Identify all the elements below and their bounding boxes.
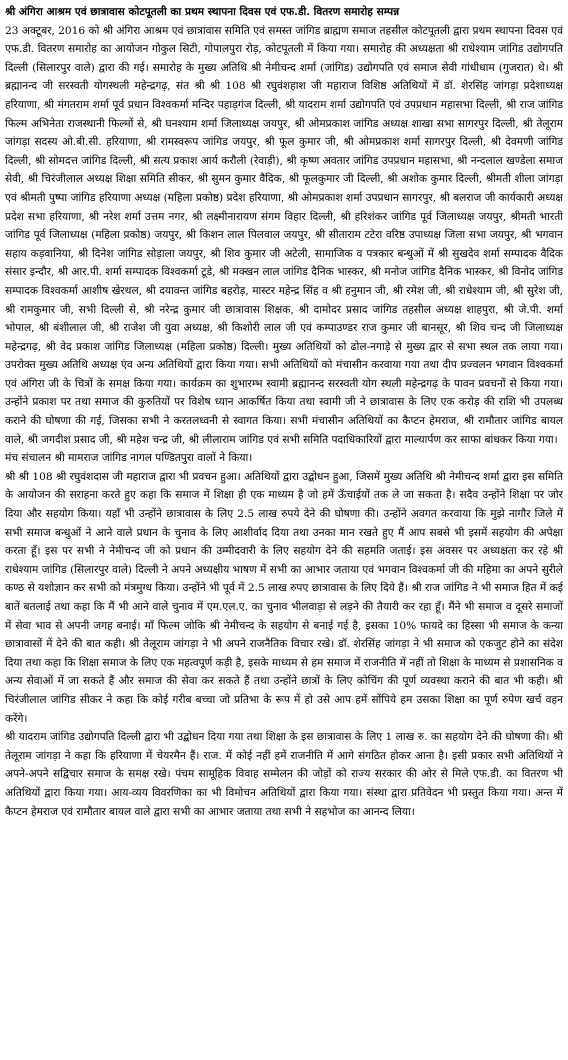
article-paragraph: 23 अक्टूबर, 2016 को श्री अंगिरा आश्रम एवं छात्रावास समिति एवं समस्त जांगिड ब्राह्मण समाज तहसील कोटपूतली द्वारा प्रथम स्थापना दिवस एवं एफ.डी. वितरण समारोह का आयोजन गोकुल सिटी, गोपालपुरा रोड़, कोटपूतली में किया गया। समारोह की अध्यक्षता श्री राधेश्याम जांगिड उद्योगपति दिल्ली (सिलारपुर वाले) द्वारा की गई। समारोह के मुख्य अतिथि श्री नेमीचन्द शर्मा (जांगिड) उद्योगपति एवं समाज सेवी गांधीधाम (गुजरात) थे। श्री ब्रह्मानन्द जी सरस्वती योगस्थली महेन्द्रगढ़, संत श्री श्री 108 श्री रघुवंशहाश जी महाराज विशिष्ठ अतिथियों में डॉ. शेरसिंह जांगड़ा प्रदेशाध्यक्ष हरियाणा, श्री मंगतराम शर्मा पूर्व प्रधान विश्वकर्मा मन्दिर पहाड़गंज दिल्ली, श्री यादराम शर्मा उद्योगपति एवं उपप्रधान महासभा दिल्ली, श्री राज जांगिड फिल्म अभिनेता राजस्थानी फिल्मों से, श्री घनश्याम शर्मा जिलाध्यक्ष जयपुर, श्री ओमप्रकाश जांगिड अध्यक्ष शाखा सभा सागरपुर दिल्ली, श्री तेलूराम जांगड़ा सदस्य ओ.बी.सी. हरियाणा, श्री रामस्वरूप जांगिड जयपुर, श्री फूल कुमार जी, श्री ओमप्रकाश शर्मा सागरपुर दिल्ली, श्री देवमणी जांगिड दिल्ली, श्री सोमदत्त जांगिड दिल्ली, श्री सत्य प्रकाश आर्य करौली (रेवाड़ी), श्री कृष्ण अवतार जांगिड उपप्रधान महासभा, श्री नन्दलाल खण्डेला समाज सेवी, श्री चिरंजीलाल अध्यक्ष शिक्षा समिति सीकर, श्री सुमन कुमार वैदिक, श्री फूलकुमार जी दिल्ली, श्री अशोक कुमार दिल्ली, श्रीमती शीला जांगड़ा एवं श्रीमती पुष्पा जांगिड हरियाणा अध्यक्ष (महिला प्रकोष्ठ) प्रदेश हरियाणा, श्री ओमप्रकाश शर्मा उपप्रधान सागरपुर, श्री बलराज जी कार्यकारी अध्यक्ष प्रदेश सभा हरियाणा, श्री नरेश शर्मा उत्तम नगर, श्री लक्ष्मीनारायण संगम विहार दिल्ली, श्री हरिशंकर जांगिड पूर्व जिलाध्यक्ष जयपुर, श्रीमती भारती जांगिड पूर्व जिलाध्यक्ष (महिला प्रकोष्ठ) जयपुर, श्री किशन लाल पिलवाल जयपुर, श्री सीताराम टटेरा वरिष्ठ उपाध्यक्ष जिला सभा जयपुर, श्री भगवान सहाय कड़वानिया, श्री दिनेश जांगिड सोड़ाला जयपुर, श्री शिव कुमार जी अटेली, सामाजिक व पत्रकार बन्धुओं में श्री सुखदेव शर्मा सम्पादक वैदिक संसार इन्दौर, श्री आर.पी. शर्मा सम्पादक विश्वकर्मा टूडे, श्री मक्खन लाल जांगिड दैनिक भास्कर, श्री मनोज जांगिड दैनिक भास्कर, श्री विनोद जांगिड सम्पादक विश्वकर्मा आशीष खेरथल, श्री दयावन्त जांगिड बहरोड़, मास्टर महेन्द्र सिंह व श्री हनुमान जी, श्री रमेश जी, श्री राधेश्याम जी, श्री सुरेश जी, श्री रामकुमार जी, सभी दिल्ली से, श्री नरेन्द्र कुमार जी छात्रावास शिक्षक, श्री दामोदर प्रसाद जांगिड तहसील अध्यक्ष शाहपुरा, श्री जे.पी. शर्मा भोपाल, श्री बंशीलाल जी, श्री राजेश जी युवा अध्यक्ष, श्री किशोरी लाल जी एवं कम्पाउण्डर राज कुमार जी बानसूर, श्री शिव चन्द जी जिलाध्यक्ष महेन्द्रगढ़, श्री वेद प्रकाश जांगिड जिलाध्यक्ष (महिला प्रकोष्ठ) दिल्ली। मुख्य अतिथियों को ढोल-नगाड़े से मुख्य द्वार से सभा स्थल तक लाया गया। उपरोक्त मुख्य अतिथि अध्यक्ष एंव अन्य अतिथियों द्वारा किया गया। सभी अतिथियों को मंचासीन करवाया गया तथा दीप प्रज्वलन भगवान विश्वकर्मा एवं अंगिरा जी के चित्रों के समक्ष किया गया। कार्यक्रम का शुभारम्भ स्वामी ब्रह्मानन्द सरस्वती योग स्थली महेन्द्रगढ़ के पावन प्रवचनों से किया गया। उन्होंने प्रकाश पर तथा समाज की कुरुतियों पर विशेष ध्यान आकर्षित किया तथा स्वामी जी ने छात्रावास के लिए एक करोड़ की राशि भी उपलब्ध कराने की घोषणा की गई, जिसका सभी ने करतलध्वनी से स्वागत किया। सभी मंचासीन अतिथियों का कैप्टन हेमराज, श्री रामौतार जांगिड बायल वाले, श्री जगदीश प्रसाद जी, श्री महेश चन्द्र जी, श्री लीलाराम जांगिड एवं सभी समिति पदाधिकारियों द्वारा माल्यार्पण कर साफा बांधकर किया गया। bbox=[5, 24, 564, 446]
article-headline: श्री अंगिरा आश्रम एवं छात्रावास कोटपूतली का प्रथम स्थापना दिवस एवं एफ.डी. वितरण समारोह सम्पन्न bbox=[5, 6, 400, 18]
article-paragraph: मंच संचालन श्री मामराज जांगिड नागल पण्डितपुरा वालों ने किया। bbox=[5, 452, 253, 465]
article-paragraph: श्री श्री 108 श्री रघुवंशदास जी महाराज द्वारा भी प्रवचन हुआ। अतिथियों द्वारा उद्बोधन हुआ, जिसमें मुख्य अतिथि श्री नेमीचन्द शर्मा द्वारा इस समिति के आयोजन की सराहना करते हुए कहा कि समाज में शिक्षा ही एक माध्यम है जो हमें ऊँचाईयों तक ले जा सकता है। सदैव उन्होंने शिक्षा पर जोर दिया और सहयोग किया। यहाँ भी उन्होंने छात्रावास के लिए 2.5 लाख रुपये देने की घोषणा की। उन्होंने अवगत करवाया कि मुझे नागौर जिले में सभी समाज बन्धुओं ने आने वाले प्रधान के चुनाव के लिए आशीर्वाद दिया तथा उनका मान रखते हुए मैं आप सबसे भी इसमें सहयोग की अपेक्षा करता हूँ। इस पर सभी ने नेमीचन्द जी को प्रधान की उम्मीदवारी के लिए सहयोग देने की सहमति जताई। इस अवसर पर अध्यक्षता कर रहे श्री राधेश्याम जांगिड (सिलारपुर वाले) दिल्ली ने अपने अध्यक्षीय भाषण में सभी का आभार जताया एवं भगवान विश्वकर्मा जी की महिमा का अपने सुरीले कण्ठ से यशोज्ञान कर सभी को मंत्रमुग्ध किया। उन्होंने भी पूर्व में 2.5 लाख रुपए छात्रावास के लिए दिये हैं। श्री राज जांगिड ने भी समाज हित में कई बातें बतलाई तथा कहा कि मैं भी आने वाले चुनाव में एम.एल.ए. का चुनाव भीलवाड़ा से लड़ने की तैयारी कर रहा हूँ। मैंने भी समाज व दूसरे समाजों में सेवा भाव से अपनी जगह बनाई। माँ फिल्म जोकि श्री नेमीचन्द के सहयोग से बनाई गई है, इसका 10% फायदे का हिस्सा भी समाज के कन्या छात्रावासों में देने की बात कही। श्री तेलूराम जांगड़ा ने भी अपने राजनैतिक विचार रखे। डॉ. शेरसिंह जांगड़ा ने भी समाज को एकजुट होने का संदेश दिया तथा कहा कि शिक्षा समाज के लिए एक महत्वपूर्ण कड़ी है, इसके माध्यम से हम समाज में राजनीति में नहीं तो शिक्षा के माध्यम से प्रशासनिक व अन्य सेवाओं में जा सकते हैं और समाज की सेवा कर सकते हैं तथा उन्होंने छात्रों के लिए कोचिंग की पूर्ण व्यवस्था कराने की बात भी कही। श्री चिरंजीलाल जांगिड सीकर ने कहा कि कोई गरीब बच्चा जो प्रतिभा के रूप में हो उसे आप हमें सोंपिये हम उसका शिक्षा का पूर्ण रुपेण खर्च वहन करेंगे। bbox=[5, 470, 563, 725]
article-paragraph: श्री यादराम जांगिड उद्योगपति दिल्ली द्वारा भी उद्बोधन दिया गया तथा शिक्षा के इस छात्रावास के लिए 1 लाख रु. का सहयोग देने की घोषणा की। श्री तेलूराम जांगड़ा ने कहा कि हरियाणा में चेयरमैन हैं। राज. में कोई नहीं हमें राजनीति में आगे संगठित होकर आना है। इसी प्रकार सभी अतिथियों ने अपने-अपने सद्विचार समाज के समक्ष रखे। पंचम सामूहिक विवाह सम्मेलन की जोड़ों को राज्य सरकार की ओर से मिले एफ.डी. का वितरण भी अतिथियों द्वारा किया गया। आय-व्यय विवरणिका का भी विमोचन अतिथियों द्वारा किया गया। संस्था द्वारा प्रतिवेदन भी प्रस्तुत किया गया। अन्त में कैप्टन हेमराज एवं रामौतार बायल वाले द्वारा सभी का आभार जताया तथा सभी ने सहभोज का आनन्द लिया। bbox=[5, 731, 563, 818]
